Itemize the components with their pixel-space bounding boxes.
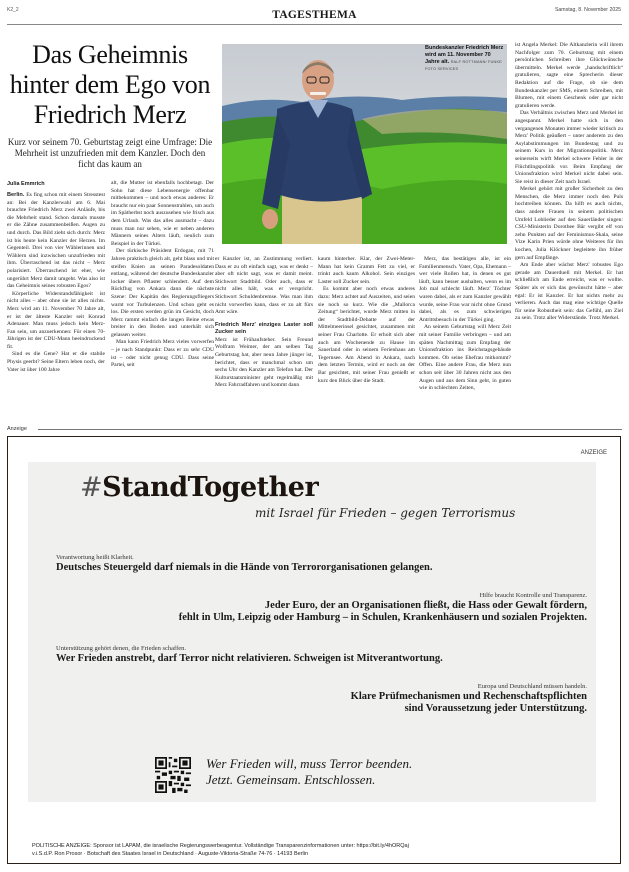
paragraph: An seinem Geburtstag will Merz Zeit mit seiner Familie verbringen – und am späten Nachmittag zum Empfang der Unionsfraktion ins Reichstagsgebäude kommen. Ob seine Ehefrau mitkommt? Offen. Eine andere Frau, die Merz nun schon seit über 30 Jahren nicht aus den Augen und aus dem Sinn geht, in guten wie in schlechten Zeiten, [419,324,511,392]
ad-block-statement: Deutsches Steuergeld darf niemals in die Hände von Terrororganisationen gelangen. [56,562,433,573]
ad-subtitle: mit Israel für Frieden – gegen Terrorismus [255,506,516,520]
article-column-5 [419,256,511,393]
article-column-6 [515,42,623,323]
article-photo [222,44,507,244]
paragraph: Merz ist Frühaufsteher. Sein Freund Wolfram Weimer, der am selben Tag Geburtstag hat, aber neun Jahre jünger ist, berichtet, dass er manchmal schon um sechs Uhr den Kanzler am Telefon hat. Der Kulturstaatsminister geht regelmäßig mit Merz Fahrradfahren und kommt dann [215,336,313,389]
ad-block-statement: fehlt in Ulm, Leipzig oder Hamburg – in Schulen, Krankenhäusern und sozialen Projekten. [178,612,587,623]
ad-legal-notice [32,843,409,858]
paragraph: Der türkische Präsident Erdogan, mit 71 Jahren praktisch gleich alt, geht blass und mit steifen Knien an seinen Paradesoldaten entlang, während der deutsche Bundeskanzler locker übers Pflaster schlendert. Auf dem Rückflug von Ankara dann die nächste Szene: Der Kapitän des Regierungsfliegers warnt vor Turbulenzen. Und schon geht es los. Die ersten werden grün im Gesicht, doch Merz rammt einfach die langen Beine etwas breiter in den Boden und unterhält sich gelassen weiter. [111,248,214,338]
paragraph: Merz, das bestätigen alle, ist ein Familienmensch. Vater, Opa, Ehemann – wer viele Rollen hat, in denen es gut läuft, kann besser aushalten, wenn es im Job mal schlecht läuft. Merz' Töchter waren dabei, als er zum Kanzler gewählt wurde, seine Frau war nicht ohne Grund dabei, als es zum schwierigen Antrittsbesuch in der Türkei ging. [419,256,511,323]
photo-caption [425,45,505,73]
legal-line: v.i.S.d.P. Ron Prosor · Botschaft des Staates Israel in Deutschland · Auguste-Viktoria-Straße 74-76 · 14193 Berlin [32,850,309,857]
hashtag-text: StandTogether [102,472,319,503]
hash-symbol: # [80,472,103,503]
header-rule [7,24,622,25]
paragraph: ist Angela Merkel: Die Altkanzlerin will ihrem Nachfolger zum 70. Geburtstag mit einem persönlichen Schreiben ihre Glückwünsche übermitteln. Merkel werde „handschriftlich“ gratulieren, sagte eine Sprecherin dieser Redaktion auf die Frage, ob sie dem Bundeskanzler per SMS, einem Schreiben, mit Blumen, mit einem Geschenk oder gar nicht gratulieren werde. [515,42,623,109]
slogan-line: Wer Frieden will, muss Terror beenden. [206,756,413,771]
ad-block-statement: Klare Prüfmechanismen und Rechenschaftspflichten [350,691,587,702]
ad-block-3 [56,645,443,665]
article-column-3 [215,256,313,390]
ad-block-statement: sind Voraussetzung jeder Unterstützung. [404,703,587,714]
paragraph: Berlin. Es fing schon mit einem Stresstest an: Bei der Kanzlerwahl am 6. Mai brauchte Friedrich Merz zwei Anläufe, bis die Mehrheit stand. Schon damals musste er die Zähne zusammenbeißen. Augen zu und durch. Das Bild zieht sich durch: Merz ist bis heute kein Kanzler der Herzen. Im Gegenteil. Drei von vier Wählerinnen und Wählern sind inzwischen unzufrieden mit ihm. Überraschend ist das nicht – Merz polarisiert. Überraschend ist eher, wie ungerührt Merz damit umgeht. Was also ist das Geheimnis seines robusten Egos? [7,192,105,290]
paragraph: kaum hinterher. Klar, der Zwei-Meter-Mann hat kein Gramm Fett zu viel, er trinkt auch kaum Alkohol. Sein einziges Laster soll Zucker sein. [318,256,415,285]
ad-hashtag [80,472,318,503]
paragraph: alt, die Mutter ist ebenfalls hochbetagt. Der Sohn hat diese Lebensenergie offenbar mitbekommen – und noch etwas anderes: Er braucht nur ein paar Sonnenstrahlen, um auch im Spätherbst noch auszusehen wie frisch aus dem Urlaub. Was das alles ausmacht – dazu muss man nur sehen, wie er neben anderen Männern seines Alters läuft, neulich zum Beispiel in der Türkei. [111,180,214,247]
qr-code-icon[interactable] [155,757,191,793]
paragraph: Sind es die Gene? Hat er die stabile Physis geerbt? Seine Eltern leben noch, der Vater ist über 100 Jahre [7,351,105,373]
ad-tag: ANZEIGE [580,450,607,456]
photo-credit: RALF ROTTMANN/ FUNKE FOTO SERVICES [425,60,502,71]
ad-block-intro: Europa und Deutschland müssen handeln. [477,683,587,690]
ad-block-statement: Wer Frieden anstrebt, darf Terror nicht relativieren. Schweigen ist Mitverantwortung. [56,653,443,664]
ad-block-intro: Hilfe braucht Kontrolle und Transparenz. [479,592,587,599]
dateline: Berlin. [7,192,25,198]
paragraph: er Kanzler ist, an Zustimmung verliert. Dass er zu oft einfach sagt, was er denkt – aber oft nicht sagt, was er damit meint. Stichwort Stadtbild. Oder auch, dass er nicht alles hält, was er verspricht. Stichwort Schuldenbremse. Was man ihm nicht vorwerfen kann, dass er zu alt fürs Amt wäre. [215,256,313,316]
page-id: K2_2 [7,7,19,13]
ad-block-intro: Unterstützung gehört denen, die Frieden schaffen. [56,645,187,652]
paragraph: Am Ende aber wächst Merz' robustes Ego gerade am Dauerduell mit Merkel. Er hat schließlich am Ende erreicht, was er wollte. Später als er sich das gewünscht hätte – aber egal: Er ist Kanzler. Er hat nichts mehr zu verlieren. Auch das mag eine wichtige Quelle für seine Robustheit sein: das Gefühl, am Ziel zu sein. Trotz aller Widerstände. Trotz Merkel. [515,262,623,322]
article-column-4 [318,256,415,385]
article-column-2 [111,180,214,370]
ad-slogan [206,756,412,788]
paragraph: Man kann Friedrich Merz vieles vorwerfen – je nach Standpunkt: Dass er zu sehr CDU ist – oder nicht genug CDU. Dass seine Partei, seit [111,339,214,369]
ad-rule [38,429,622,430]
ad-section-label: Anzeige [7,426,27,432]
merz-portrait-image [222,44,507,244]
article-subhead: Friedrich Merz' einziges Laster soll Zucker sein [215,321,313,335]
article-subheadline: Kurz vor seinem 70. Geburtstag zeigt eine Umfrage: Die Mehrheit ist unzufrieden mit dem Kanzler. Doch den ficht das kaum an [7,137,213,169]
legal-line: POLITISCHE ANZEIGE: Sponsor ist LAPAM, die israelische Regierungswerbeagentur. Vollständige Transparenzinformationen unter: https://bit.ly/4hORQaj [32,843,409,849]
paragraph: Das Verhältnis zwischen Merz und Merkel ist angespannt. Merkel hatte sich in den vergangenen Monaten immer wieder kritisch zu Merz' Politik geäußert – unter anderem zu den Asylabstimmungen im Bundestag und zu seinem Kurs in der Migrationspolitik. Merz seinerseits wirft Merkel schwere Fehler in der Flüchtlingspolitik vor. Beim Empfang der Unionsfraktion wird Merkel nicht dabei sein. Sie reist in dieser Zeit nach Israel. [515,110,623,185]
issue-date: Samstag, 8. November 2025 [554,7,621,13]
section-title: TAGESTHEMA [272,9,357,21]
caption-text: Bundeskanzler Friedrich Merz wird am 11. November 70 Jahre alt. [425,45,504,65]
ad-block-1 [56,554,432,574]
ad-block-2 [179,592,587,624]
article-headline: Das Geheimnis hinter dem Ego von Friedrich Merz [9,40,211,129]
slogan-line: Jetzt. Gemeinsam. Entschlossen. [206,772,376,787]
paragraph: Merkel gehört mit großer Sicherheit zu den Menschen, die Merz immer noch den Puls hochtreiben können. Da hilft es auch nichts, dass andere Frauen in seinem politischen Umfeld Loblieder auf den Sauerländer singen: CSU-Ministerin Dorothee Bär vergibt elf von zehn Punkten auf der Feminismus-Skala, seine Vize Karin Prien würde ohne Weiteres für ihn kochen, Julia Klöckner begleitete ihn früher gern auf Empfänge. [515,186,623,261]
paragraph: Es kommt aber noch etwas anderes dazu: Merz achtet auf Auszeiten, und seien sie noch so kurz. Wie die „Mallorca Zeitung“ berichtet, wurde Merz mitten in der Stadtbild-Debatte auf der Mittelmeerinsel gesichtet, zusammen mit seiner Frau Charlotte. Er erholt sich aber auch am Wochenende zu Hause im Sauerland oder in seinem Ferienhaus am Tegernsee. Am Abend in Ankara, nach dem letzten Termin, wird er noch an der Bar gesichtet, mit seiner Frau genießt er kurz den Blick über die Stadt. [318,286,415,384]
ad-block-statement: Jeder Euro, der an Organisationen fließt, die Hass oder Gewalt fördern, [264,600,587,611]
article-author: Julia Emmrich [7,181,45,187]
paragraph: Körperliche Widerstandsfähigkeit ist nicht alles – aber ohne sie ist alles nichts. Merz wird am 11. November 70 Jahre alt, er ist der älteste Kanzler seit Konrad Adenauer. Man muss jedoch kein Merz-Fan sein, um anzuerkennen: Für einen 70-Jährigen ist der CDU-Mann beeindruckend fit. [7,290,105,350]
ad-block-intro: Verantwortung heißt Klarheit. [56,554,134,561]
ad-block-4 [351,683,587,715]
article-column-1 [7,192,105,374]
